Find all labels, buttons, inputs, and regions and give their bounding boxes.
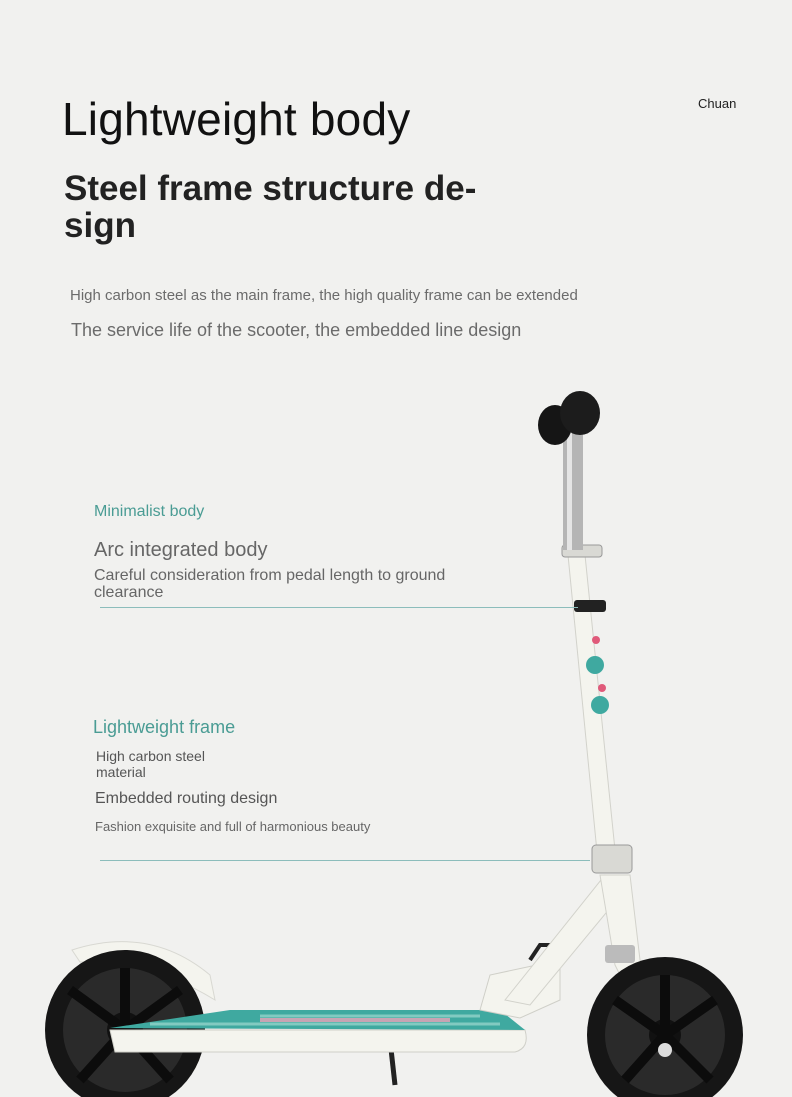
feature2-item-fashion: Fashion exquisite and full of harmonious beauty: [95, 819, 371, 834]
front-wheel: [587, 957, 743, 1097]
feature1-title: Arc integrated body: [94, 539, 268, 561]
feature1-pointer-line: [100, 607, 578, 608]
stem-clamp-bottom: [592, 845, 632, 873]
feature2-pointer-line: [100, 860, 590, 861]
feature1-heading: Minimalist body: [94, 503, 205, 520]
page-title: Lightweight body: [62, 93, 411, 145]
handle-grip-outer: [560, 391, 600, 435]
brand-label: Chuan: [698, 96, 737, 111]
feature2-item-material: High carbon steel material: [96, 748, 205, 780]
description-line-1: High carbon steel as the main frame, the high quality frame can be extended: [70, 287, 578, 304]
feature1-description: Careful consideration from pedal length to ground clearance: [94, 567, 446, 601]
page-subtitle: Steel frame structure de-sign: [64, 169, 477, 245]
stem-clamp-mid: [574, 600, 606, 612]
feature2-item-routing: Embedded routing design: [95, 790, 278, 807]
description-line-2: The service life of the scooter, the embedded line design: [71, 320, 522, 340]
feature2-heading: Lightweight frame: [93, 717, 236, 737]
